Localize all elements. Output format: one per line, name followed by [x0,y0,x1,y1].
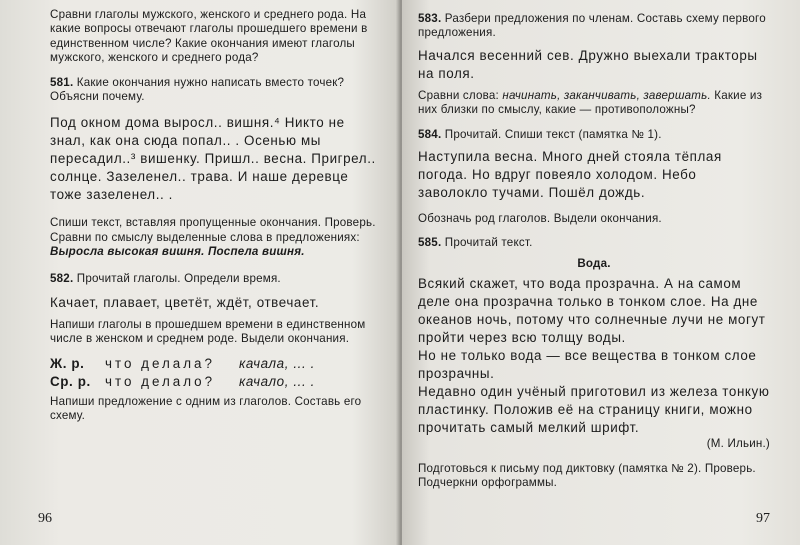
exercise-583-number: 583. [418,12,442,25]
neuter-label: Ср. р. [50,373,91,389]
paragraph-3: Недавно один учёный приготовил из железа тонкую пластинку. Положив её на страницу книги, можно прочитать самый мелкий шрифт. [418,384,770,436]
exercise-584-number: 584. [418,127,442,141]
feminine-answer: качала, ... . [239,355,315,371]
compare-text: Сравни по смыслу выделенные слова в предложениях: [50,230,360,244]
exercise-585-instruction: Подготовься к письму под диктовку (памятка № 2). Проверь. Подчеркни орфограммы. [418,461,756,490]
neuter-question: что делало? [105,373,216,389]
feminine-label: Ж. р. [50,355,85,371]
feminine-question: что делала? [105,355,215,371]
neuter-row [50,373,380,391]
exercise-582-task-text: Прочитай глаголы. Определи время. [76,271,281,285]
exercise-581-number: 581. [50,75,74,89]
exercise-585-task [418,236,770,250]
exercise-581-task-text: Какие окончания нужно написать вместо точек? Объясни почему. [50,75,345,104]
compare-rest: Какие из них близки по смыслу, какие — противоположны? [418,88,763,117]
exercise-581-instruction: Спиши текст, вставляя пропущенные окончания. Проверь. [50,216,376,230]
exercise-582-task [50,272,380,286]
page-number-left: 96 [38,511,52,526]
exercise-584-text: Наступила весна. Много дней стояла тёплая погода. Но вдруг повеяло холодом. Небо заволокло тучами. Пошёл дождь. [418,149,722,201]
exercise-584-task-text: Прочитай. Спиши текст (памятка № 1). [444,127,662,141]
compare-words: начинать, заканчивать, завершать. [502,88,711,102]
right-page [402,0,800,545]
exercise-584-instruction: Обозначь род глаголов. Выдели окончания. [418,212,662,226]
neuter-answer: качало, ... . [239,373,315,389]
exercise-583-task-text: Разбери предложения по членам. Составь схему первого предложения. [418,12,766,40]
exercise-582-verbs: Качает, плавает, цветёт, ждёт, отвечает. [50,295,320,311]
exercise-584-task [418,128,770,142]
exercise-583-task [418,12,770,41]
exercise-581-task [50,76,380,105]
text-title: Вода. [577,256,611,270]
exercise-583-text: Начался весенний сев. Дружно выехали тракторы на поля. [418,47,758,81]
exercise-582-number: 582. [50,271,74,285]
exercise-582-final: Напиши предложение с одним из глаголов. Составь его схему. [50,394,362,423]
intro-text: Сравни глаголы мужского, женского и среднего рода. На какие вопросы отвечают глаголы прошедшего времени в единственном числе? Какие окончания имеют глаголы мужского, женского и среднего рода? [50,8,368,65]
exercise-583-compare [418,89,770,118]
feminine-row [50,355,380,373]
exercise-581-compare [50,231,380,260]
exercise-582-instruction: Напиши глаголы в прошедшем времени в единственном числе в женском и среднем роде. Выдели окончания. [50,318,366,346]
exercise-585-task-text: Прочитай текст. [444,236,533,250]
compare-italic: Выросла высокая вишня. Поспела вишня. [50,245,305,259]
paragraph-2: Но не только вода — все вещества в тонком слое прозрачны. [418,348,757,382]
author: (М. Ильин.) [706,437,770,451]
page-number-right: 97 [756,511,770,526]
paragraph-1: Всякий скажет, что вода прозрачна. А на самом деле она прозрачна только в тонком слое. На дне океанов ночь, потому что солнечные лучи не могут пройти через всю толщу воды. [418,276,766,346]
exercise-585-number: 585. [418,236,442,250]
exercise-581-text: Под окном дома выросл.. вишня.⁴ Никто не знал, как она сюда попал.. . Осенью мы пересадил..³ вишенку. Пришл.. весна. Пригрел.. солнце. Зазеленел.. трава. И наше деревце тоже зазеленел.. . [50,115,376,203]
compare-label: Сравни слова: [418,88,499,102]
